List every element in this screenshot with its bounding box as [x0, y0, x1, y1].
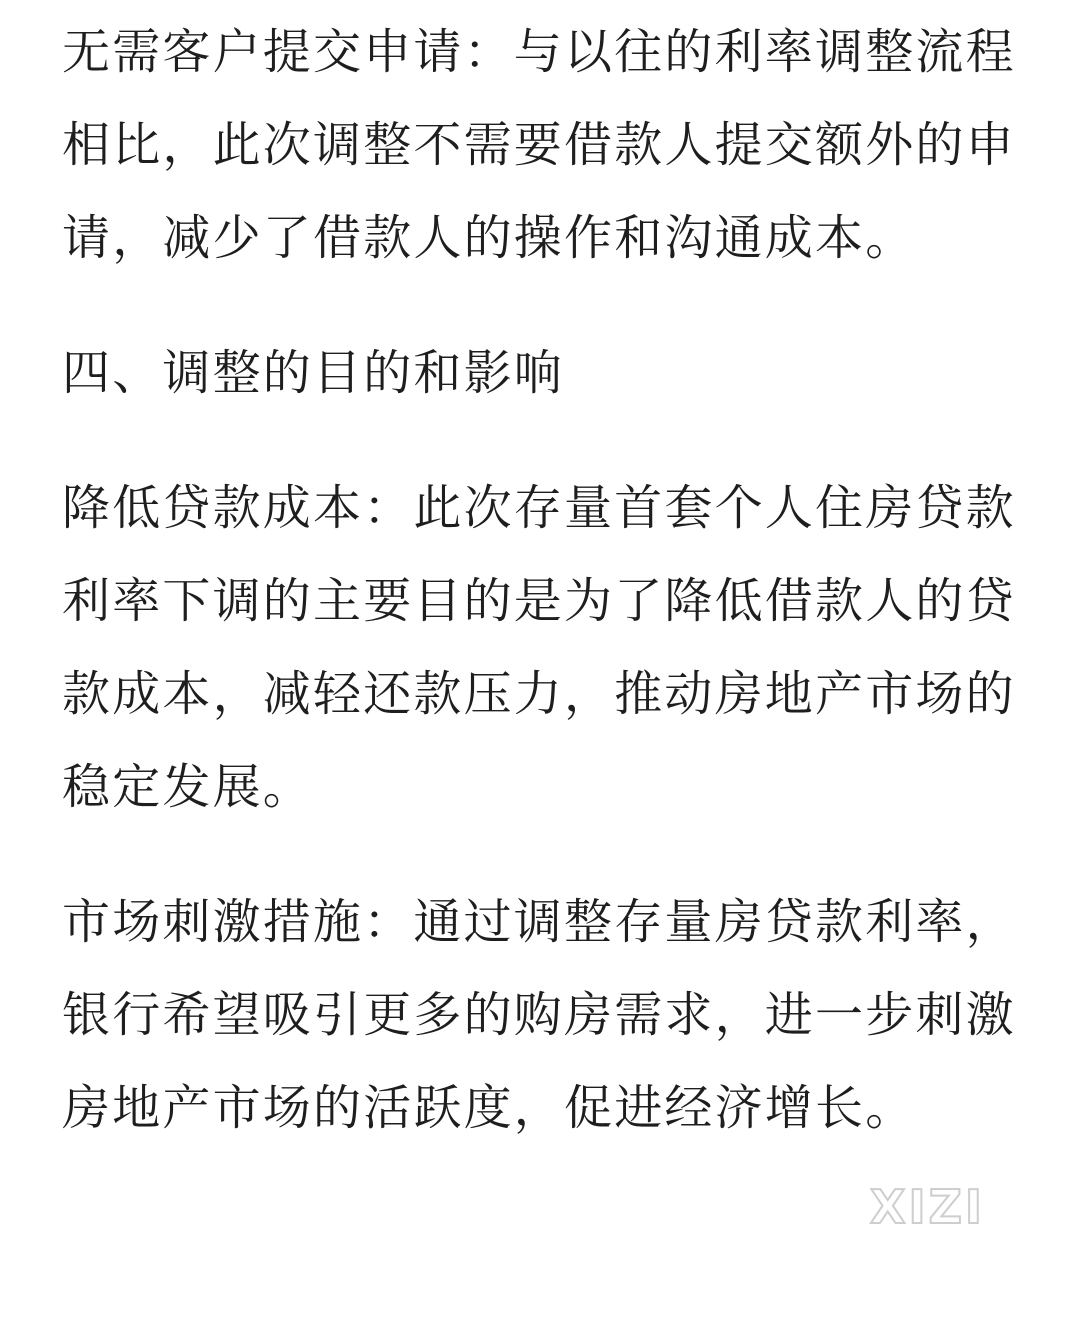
- paragraph-gap: [62, 285, 1022, 327]
- paragraph-market-stimulus: 市场刺激措施：通过调整存量房贷款利率，银行希望吸引更多的购房需求，进一步刺激房地产市场的活跃度，促进经济增长。: [62, 894, 1016, 1136]
- paragraph-lower-cost: 降低贷款成本：此次存量首套个人住房贷款利率下调的主要目的是为了降低借款人的贷款成本，减轻还款压力，推动房地产市场的稳定发展。: [62, 480, 1016, 815]
- paragraph-gap: [62, 834, 1022, 876]
- watermark-logo: XIZI: [870, 1180, 986, 1234]
- paragraph-gap: [62, 420, 1022, 462]
- article-body: [62, 6, 1022, 1155]
- paragraph-no-application: 无需客户提交申请：与以往的利率调整流程相比，此次调整不需要借款人提交额外的申请，减少了借款人的操作和沟通成本。: [62, 24, 1016, 266]
- section-heading: 四、调整的目的和影响: [62, 345, 565, 401]
